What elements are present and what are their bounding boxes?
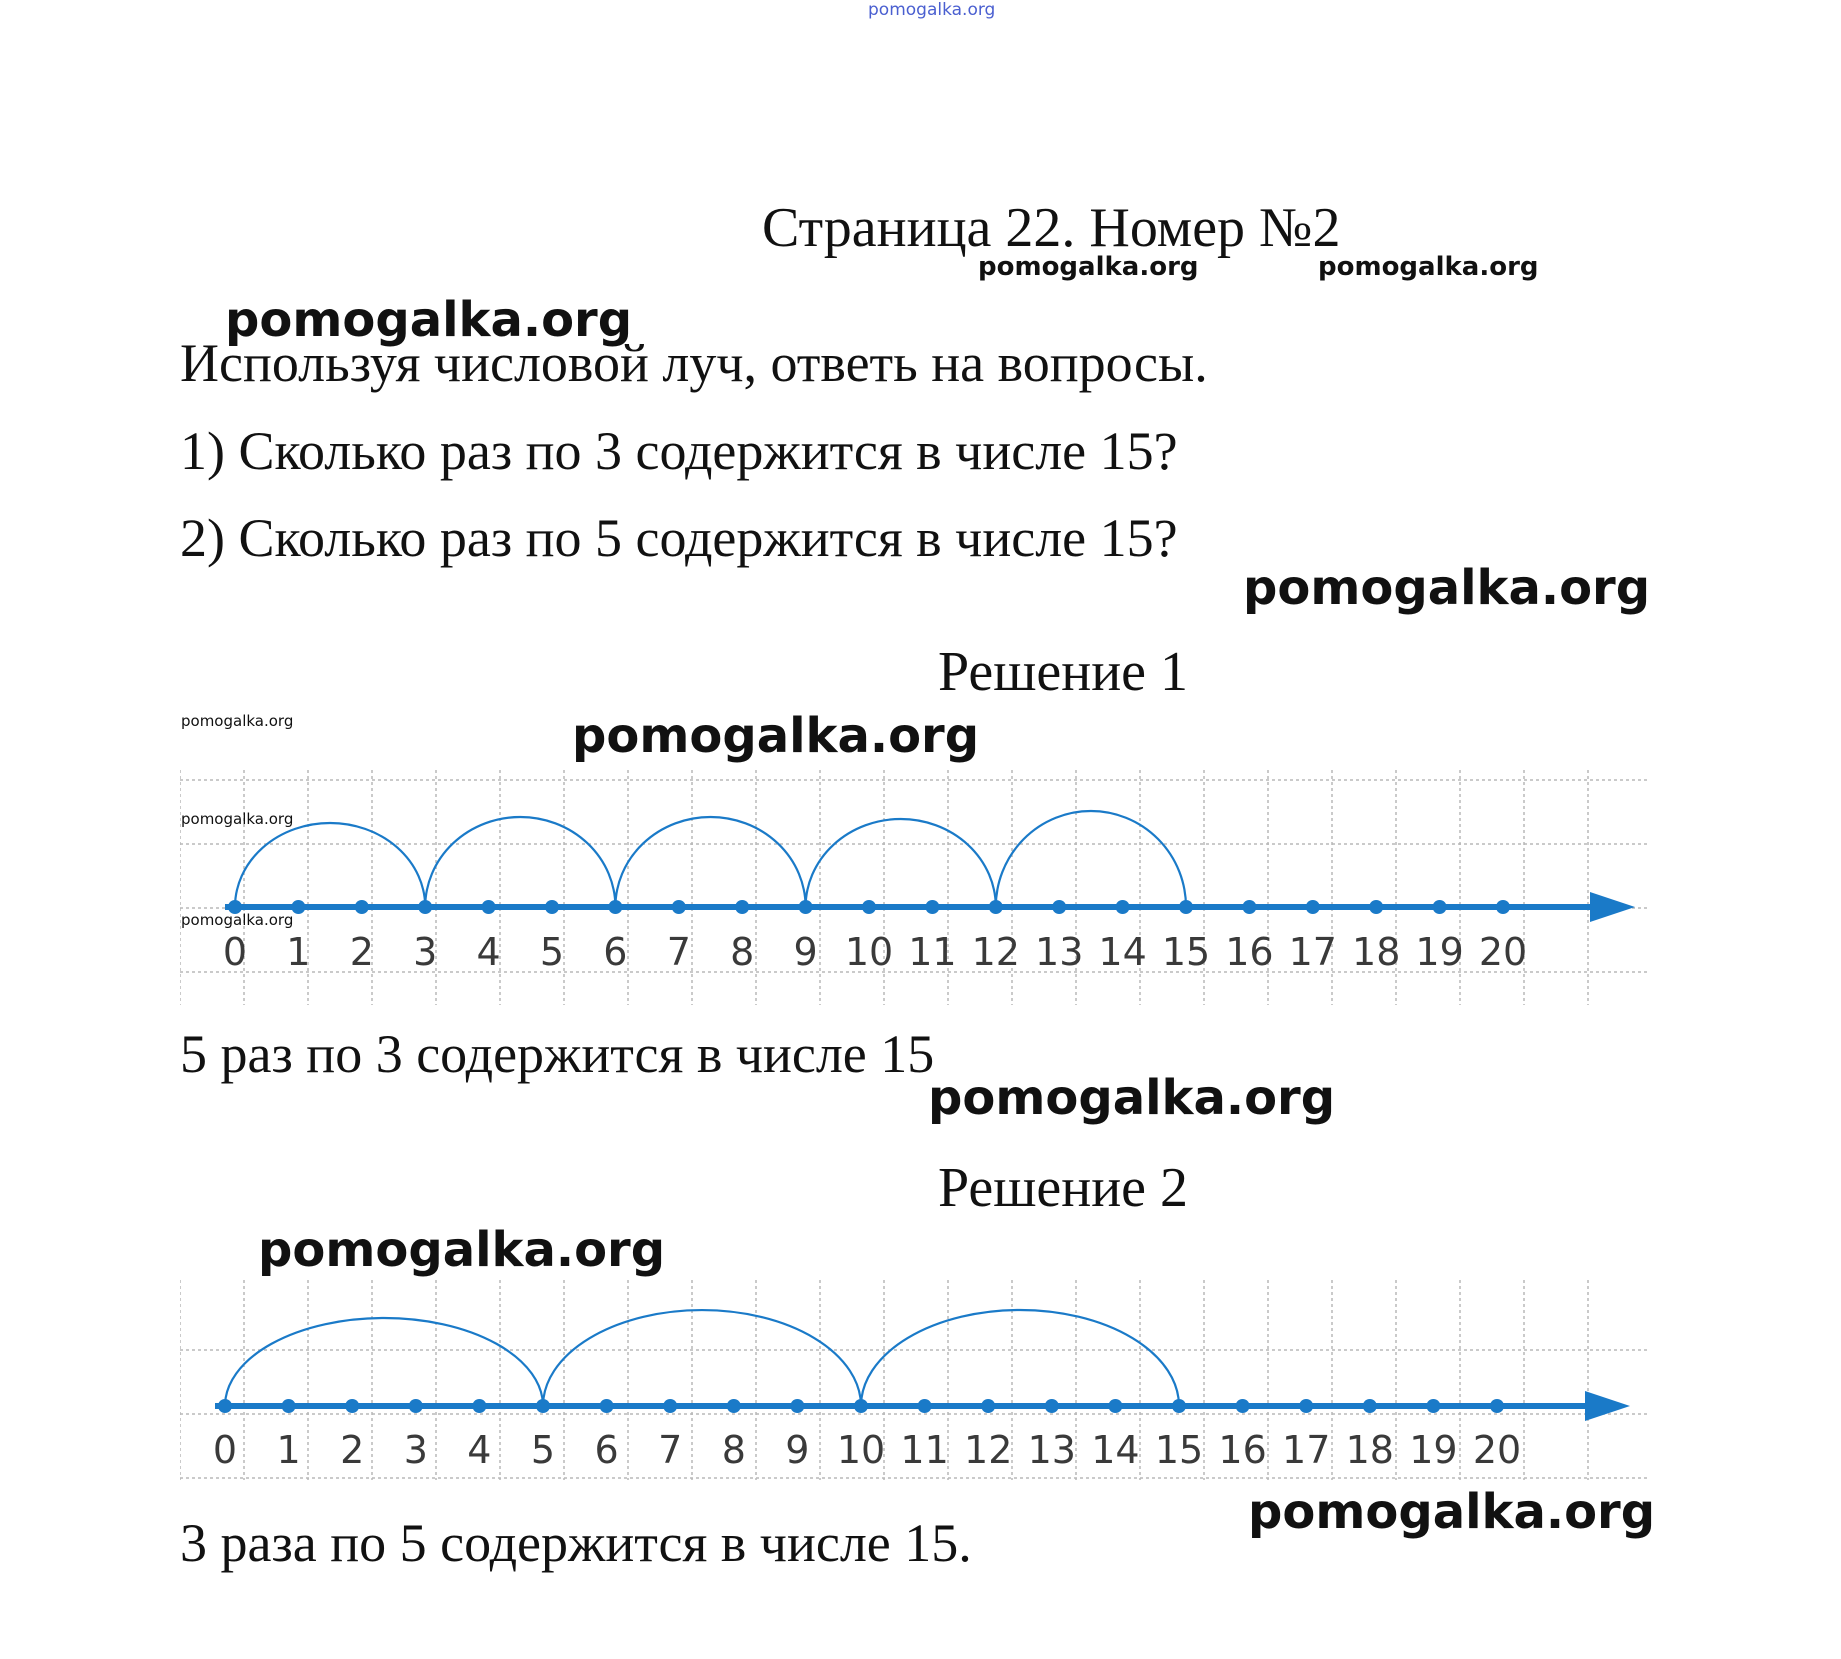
tick-point: [1172, 1399, 1186, 1413]
tick-label: 1: [286, 930, 311, 974]
watermark: pomogalka.org: [258, 1222, 666, 1278]
tick-label: 8: [721, 1428, 746, 1472]
tick-point: [1299, 1399, 1313, 1413]
jump-arc: [235, 823, 425, 907]
tick-point: [418, 900, 432, 914]
tick-label: 3: [413, 930, 438, 974]
watermark: pomogalka.org: [225, 292, 633, 348]
axis-arrow-icon: [1590, 892, 1635, 922]
jump-arc: [861, 1310, 1179, 1406]
jump-arc: [996, 811, 1186, 907]
tick-label: 0: [222, 930, 248, 974]
page-title: Страница 22. Номер №2: [762, 197, 1341, 259]
tick-label: 3: [403, 1428, 428, 1472]
watermark: pomogalka.org: [181, 810, 294, 828]
tick-label: 18: [1345, 1428, 1394, 1472]
watermark: pomogalka.org: [1318, 252, 1539, 282]
tick-point: [727, 1399, 741, 1413]
tick-point: [1363, 1399, 1377, 1413]
tick-label: 12: [971, 930, 1020, 974]
tick-point: [1490, 1399, 1504, 1413]
watermark: pomogalka.org: [181, 911, 294, 929]
watermark-top: pomogalka.org: [868, 0, 996, 20]
tick-label: 16: [1218, 1428, 1267, 1472]
tick-label: 11: [908, 930, 957, 974]
tick-label: 9: [793, 930, 818, 974]
tick-label: 13: [1027, 1428, 1076, 1472]
tick-point: [355, 900, 369, 914]
tick-point: [218, 1399, 232, 1413]
tick-label: 7: [658, 1428, 683, 1472]
solution-1-heading: Решение 1: [938, 641, 1189, 703]
tick-point: [1116, 900, 1130, 914]
tick-label: 4: [476, 930, 501, 974]
tick-label: 5: [530, 1428, 556, 1472]
task-intro: Используя числовой луч, ответь на вопросы.: [180, 333, 1208, 393]
tick-point: [1496, 900, 1510, 914]
tick-label: 4: [467, 1428, 492, 1472]
tick-point: [790, 1399, 804, 1413]
tick-point: [1179, 900, 1193, 914]
tick-point: [345, 1399, 359, 1413]
tick-label: 19: [1415, 930, 1464, 974]
jump-arc: [425, 817, 615, 907]
tick-label: 12: [964, 1428, 1013, 1472]
tick-point: [1052, 900, 1066, 914]
axis-arrow-icon: [1585, 1391, 1630, 1421]
tick-point: [925, 900, 939, 914]
tick-label: 5: [539, 930, 565, 974]
tick-point: [282, 1399, 296, 1413]
jump-arc: [225, 1318, 543, 1406]
tick-label: 10: [844, 930, 894, 974]
tick-label: 14: [1091, 1428, 1140, 1472]
solution-2-answer: 3 раза по 5 содержится в числе 15.: [180, 1513, 972, 1573]
tick-label: 2: [340, 1428, 365, 1472]
tick-point: [1108, 1399, 1122, 1413]
tick-point: [1045, 1399, 1059, 1413]
number-line-2: [180, 1280, 1650, 1480]
tick-point: [472, 1399, 486, 1413]
watermark: pomogalka.org: [572, 708, 980, 764]
tick-point: [608, 900, 622, 914]
tick-point: [1306, 900, 1320, 914]
watermark: pomogalka.org: [1243, 560, 1651, 616]
tick-point: [735, 900, 749, 914]
tick-point: [545, 900, 559, 914]
tick-point: [672, 900, 686, 914]
watermark: pomogalka.org: [978, 252, 1199, 282]
tick-label: 11: [900, 1428, 949, 1472]
tick-label: 6: [603, 930, 628, 974]
tick-point: [981, 1399, 995, 1413]
tick-label: 2: [349, 930, 374, 974]
tick-label: 13: [1035, 930, 1084, 974]
tick-point: [663, 1399, 677, 1413]
tick-label: 18: [1352, 930, 1401, 974]
number-line-1: [180, 770, 1650, 1005]
tick-point: [291, 900, 305, 914]
jump-arc: [543, 1310, 861, 1406]
solution-2-heading: Решение 2: [938, 1157, 1189, 1219]
tick-label: 20: [1478, 930, 1528, 974]
tick-point: [1433, 900, 1447, 914]
tick-label: 0: [212, 1428, 238, 1472]
question-1: 1) Сколько раз по 3 содержится в числе 15?: [180, 421, 1178, 481]
watermark: pomogalka.org: [1248, 1484, 1656, 1540]
tick-label: 1: [276, 1428, 301, 1472]
tick-point: [409, 1399, 423, 1413]
tick-point: [862, 900, 876, 914]
tick-point: [1236, 1399, 1250, 1413]
tick-label: 7: [666, 930, 691, 974]
tick-label: 6: [594, 1428, 619, 1472]
tick-point: [1242, 900, 1256, 914]
tick-label: 17: [1282, 1428, 1331, 1472]
tick-label: 15: [1154, 1428, 1204, 1472]
tick-point: [1426, 1399, 1440, 1413]
tick-label: 9: [785, 1428, 810, 1472]
tick-point: [989, 900, 1003, 914]
tick-point: [799, 900, 813, 914]
question-2: 2) Сколько раз по 5 содержится в числе 15?: [180, 508, 1178, 568]
tick-point: [1369, 900, 1383, 914]
tick-label: 17: [1288, 930, 1337, 974]
tick-label: 16: [1225, 930, 1274, 974]
tick-label: 15: [1161, 930, 1211, 974]
watermark: pomogalka.org: [181, 712, 294, 730]
watermark: pomogalka.org: [928, 1070, 1336, 1126]
tick-point: [482, 900, 496, 914]
tick-point: [600, 1399, 614, 1413]
tick-label: 8: [730, 930, 755, 974]
tick-point: [854, 1399, 868, 1413]
tick-label: 20: [1472, 1428, 1522, 1472]
jump-arc: [806, 819, 996, 907]
tick-label: 19: [1409, 1428, 1458, 1472]
jump-arc: [615, 817, 805, 907]
tick-point: [536, 1399, 550, 1413]
tick-label: 14: [1098, 930, 1147, 974]
solution-1-answer: 5 раз по 3 содержится в числе 15: [180, 1024, 935, 1084]
tick-point: [918, 1399, 932, 1413]
tick-label: 10: [836, 1428, 886, 1472]
